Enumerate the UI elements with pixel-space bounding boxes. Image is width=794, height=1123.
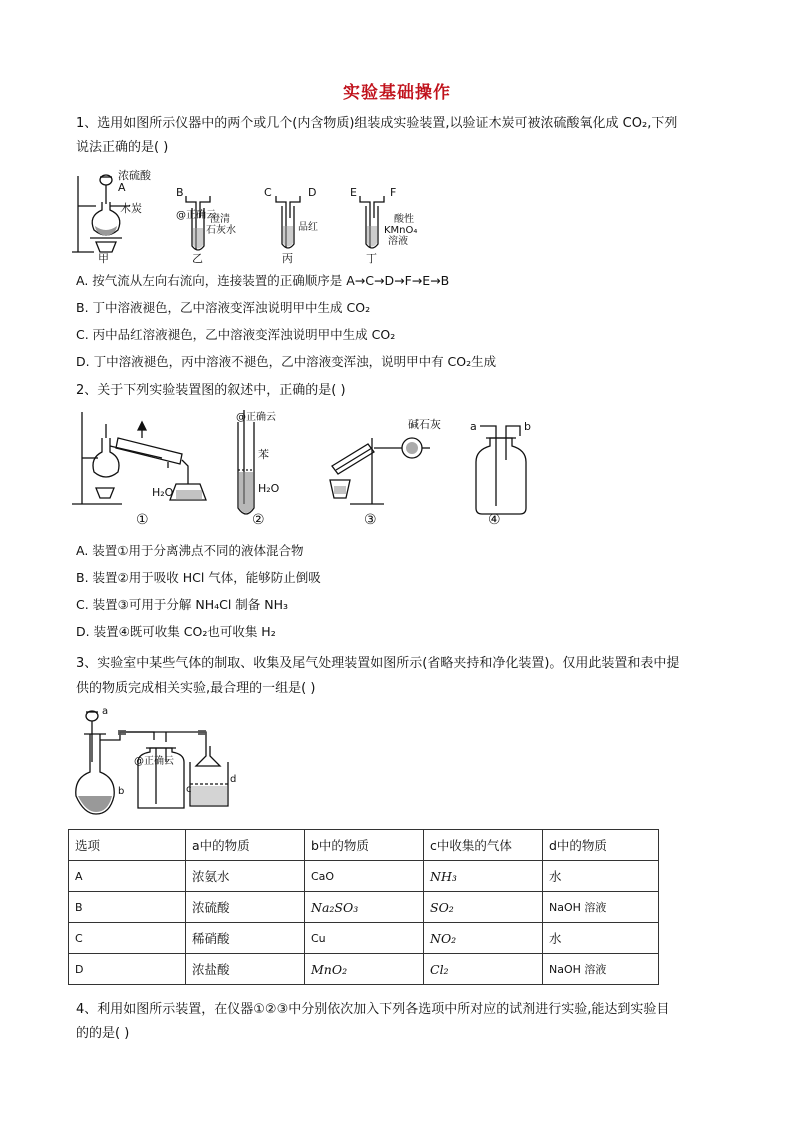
table-cell: MnO₂ [305, 954, 424, 985]
question-3-apparatus-figure [72, 702, 252, 820]
question-2-apparatus-figure [72, 408, 532, 530]
label-bing: 丙 [282, 252, 293, 264]
table-cell: Na₂SO₃ [305, 892, 424, 923]
table-header-cell: c中收集的气体 [424, 830, 543, 861]
question-3-table [68, 829, 659, 985]
table-cell: Cu [305, 923, 424, 954]
question-1-option-b: B. 丁中溶液褪色，乙中溶液变浑浊说明甲中生成 CO₂ [76, 300, 371, 315]
label-jia: 甲 [98, 252, 109, 264]
table-cell: 稀硝酸 [186, 923, 305, 954]
watermark: @正确云 [134, 756, 174, 767]
label-device-2: ② [252, 512, 265, 528]
table-cell: NaOH 溶液 [543, 954, 659, 985]
watermark: @正确云 [176, 210, 216, 221]
question-1-stem-line1: 1、选用如图所示仪器中的两个或几个(内含物质)组装成实验装置,以验证木炭可被浓硫酸氧化成 CO₂,下列 [76, 116, 678, 131]
question-4-stem-line2: 的的是( ) [76, 1026, 130, 1041]
label-4a: a [470, 420, 477, 433]
question-1-apparatus-figure [72, 166, 512, 264]
label-e: E [350, 186, 357, 199]
label-yi: 乙 [192, 252, 203, 264]
label-charcoal: 木炭 [120, 202, 142, 215]
table-row [69, 923, 659, 954]
table-header-cell: d中的物质 [543, 830, 659, 861]
table-cell: 水 [543, 861, 659, 892]
label-soda-lime: 碱石灰 [408, 418, 441, 431]
table-row [69, 892, 659, 923]
label-conc-sulfuric-acid: 浓硫酸 [118, 169, 151, 182]
table-row [69, 861, 659, 892]
label-device-4: ④ [488, 512, 501, 528]
label-h2o-1: H₂O [152, 486, 174, 499]
table-header-cell: a中的物质 [186, 830, 305, 861]
label-solution: 溶液 [388, 236, 408, 247]
label-d: D [308, 186, 317, 199]
label-h2o-2: H₂O [258, 482, 280, 495]
table-cell: 浓氨水 [186, 861, 305, 892]
label-acidic: 酸性 [394, 214, 414, 225]
label-4b: b [524, 420, 531, 433]
watermark: @正确云 [236, 412, 276, 423]
question-2-option-d: D. 装置④既可收集 CO₂也可收集 H₂ [76, 624, 276, 639]
label-c: C [264, 186, 272, 199]
question-1-option-a: A. 按气流从左向右流向，连接装置的正确顺序是 A→C→D→F→E→B [76, 273, 450, 288]
label-ding: 丁 [366, 252, 377, 264]
table-header-cell: b中的物质 [305, 830, 424, 861]
table-cell: CaO [305, 861, 424, 892]
label-pinhong: 品红 [298, 222, 318, 233]
question-3-stem-line2: 供的物质完成相关实验,最合理的一组是( ) [76, 681, 316, 696]
table-cell: C [69, 923, 186, 954]
table-cell: B [69, 892, 186, 923]
table-cell: D [69, 954, 186, 985]
table-cell: NaOH 溶液 [543, 892, 659, 923]
question-1-stem-line2: 说法正确的是( ) [76, 140, 169, 155]
label-b: B [176, 186, 184, 199]
question-2-option-a: A. 装置①用于分离沸点不同的液体混合物 [76, 543, 304, 558]
table-cell: 浓盐酸 [186, 954, 305, 985]
label-limewater: 石灰水 [206, 225, 236, 236]
label-c: c [186, 784, 192, 795]
question-1-option-d: D. 丁中溶液褪色，丙中溶液不褪色，乙中溶液变浑浊，说明甲中有 CO₂生成 [76, 354, 497, 369]
table-cell: NH₃ [424, 861, 543, 892]
label-a: A [118, 181, 126, 194]
table-cell: A [69, 861, 186, 892]
label-b: b [118, 786, 125, 797]
page-title: 实验基础操作 [343, 83, 451, 103]
label-device-1: ① [136, 512, 149, 528]
table-row [69, 954, 659, 985]
table-cell: NO₂ [424, 923, 543, 954]
label-f: F [390, 186, 397, 199]
label-benzene: 苯 [258, 448, 269, 461]
table-cell: 水 [543, 923, 659, 954]
label-device-3: ③ [364, 512, 377, 528]
table-cell: SO₂ [424, 892, 543, 923]
label-d: d [230, 774, 237, 785]
question-3-stem-line1: 3、实验室中某些气体的制取、收集及尾气处理装置如图所示(省略夹持和净化装置)。仅用此装置和表中提 [76, 656, 680, 671]
question-2-option-c: C. 装置③可用于分解 NH₄Cl 制备 NH₃ [76, 597, 289, 612]
question-4-stem-line1: 4、利用如图所示装置，在仪器①②③中分别依次加入下列各选项中所对应的试剂进行实验,能达到实验目 [76, 1002, 670, 1017]
table-header-cell: 选项 [69, 830, 186, 861]
table-cell: 浓硫酸 [186, 892, 305, 923]
question-2-stem: 2、关于下列实验装置图的叙述中，正确的是( ) [76, 383, 346, 398]
question-2-option-b: B. 装置②用于吸收 HCl 气体，能够防止倒吸 [76, 570, 321, 585]
table-header-row [69, 830, 659, 861]
table-cell: Cl₂ [424, 954, 543, 985]
question-1-option-c: C. 丙中品红溶液褪色，乙中溶液变浑浊说明甲中生成 CO₂ [76, 327, 396, 342]
label-kmno4: KMnO₄ [384, 225, 418, 236]
label-a: a [102, 706, 109, 717]
label-clear: 澄清 [210, 214, 230, 225]
